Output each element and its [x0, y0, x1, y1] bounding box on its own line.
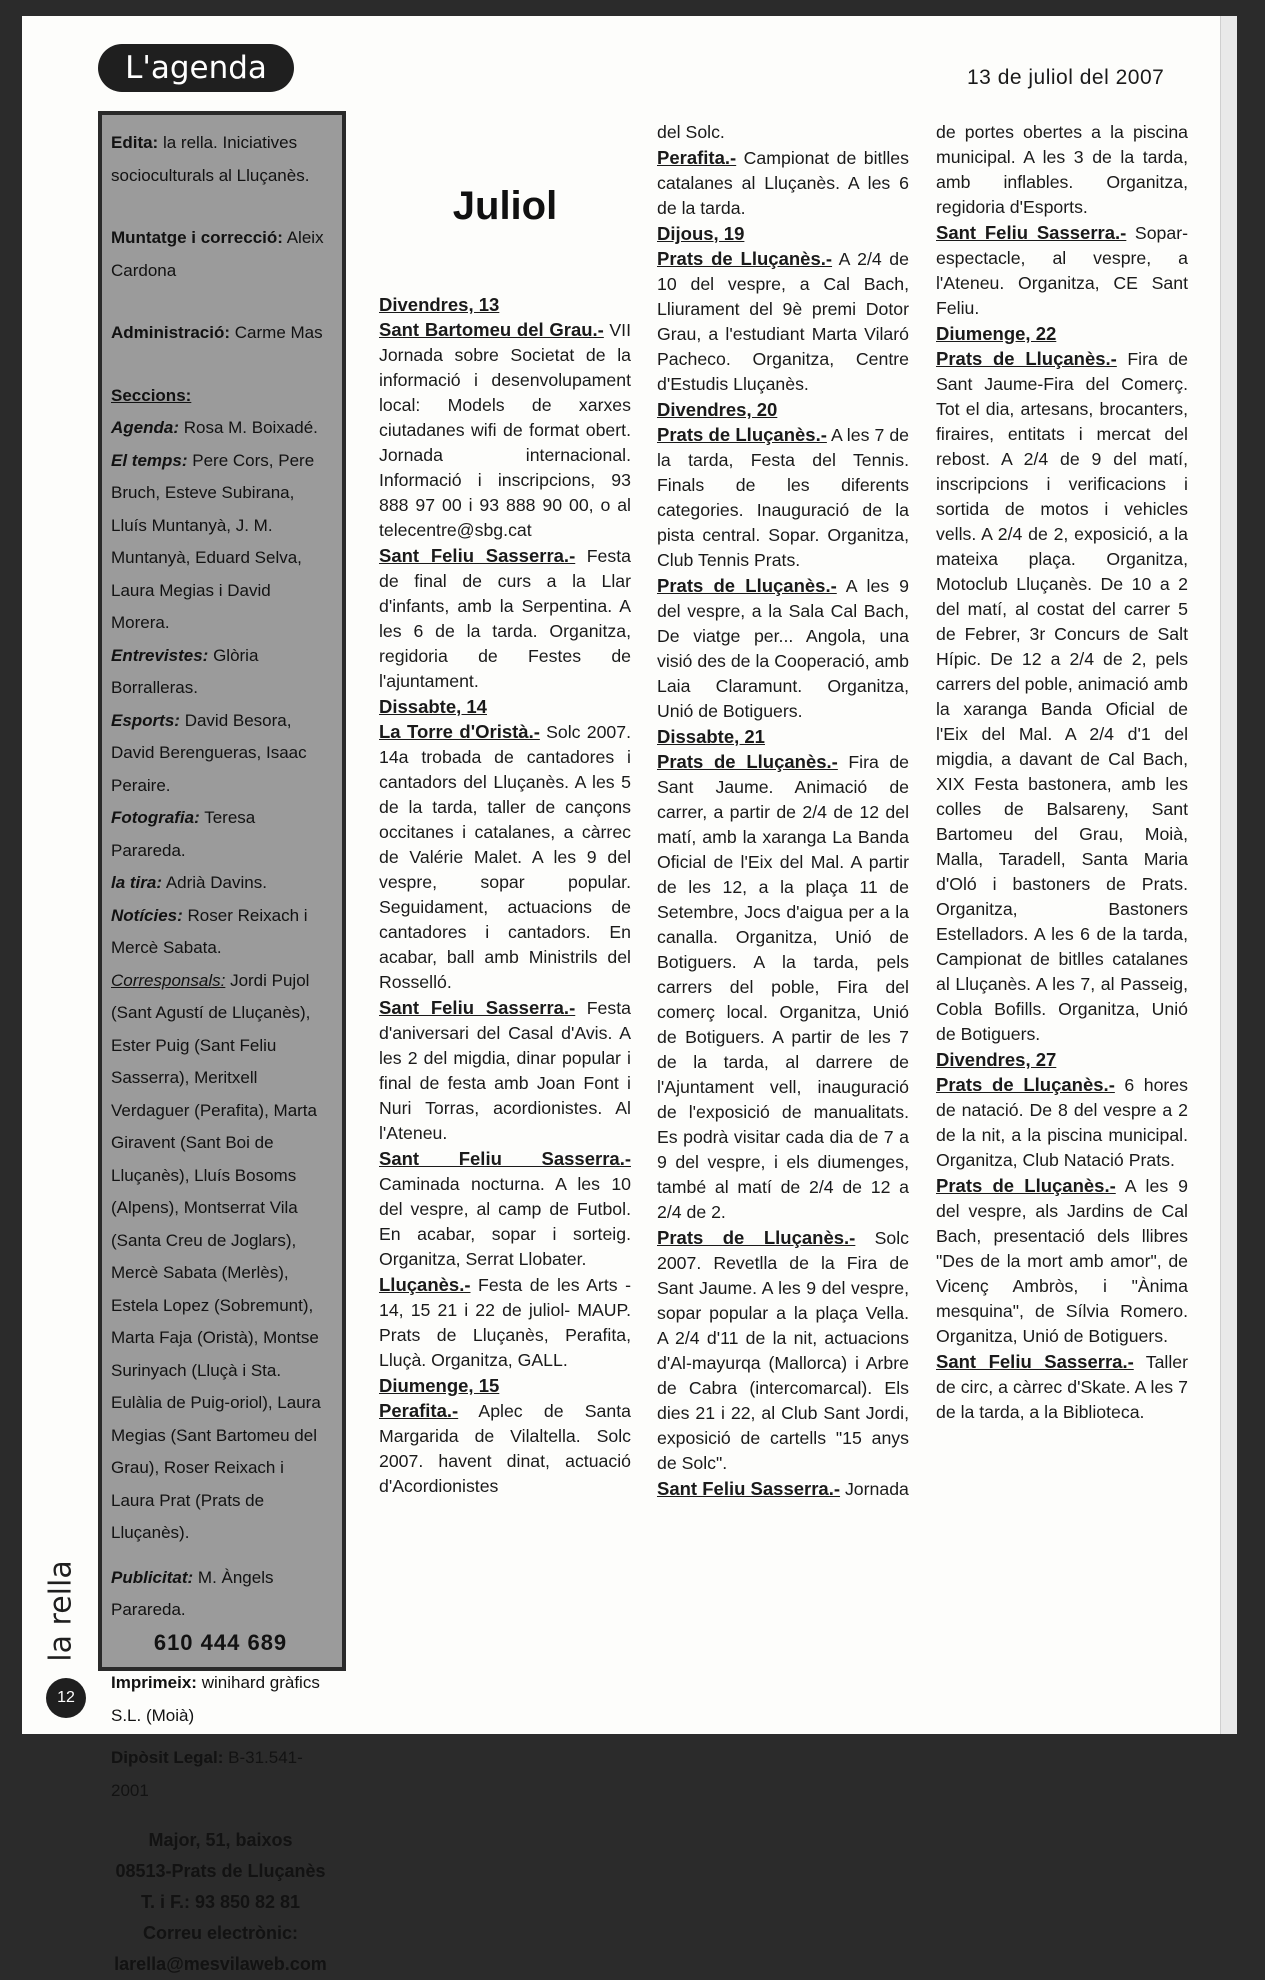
event-place: Lluçanès.-	[379, 1274, 471, 1295]
agenda-column-2	[657, 120, 909, 1502]
section-title: L'agenda	[98, 44, 294, 92]
event-text: Fira de Sant Jaume. Animació de carrer, a partir de 2/4 de 12 del matí, amb la xaranga La Banda Oficial de l'Eix del Mal. A partir de les 12, a la plaça 11 de Setembre, Jocs d'aigua per a la canalla. Organitza, Unió de Botiguers. A la tarda, pels carrers del poble, Fira del comerç local. Organitza, Unió de Botiguers. A partir de les 7 de la tarda, al darrere de l'Ajuntament vell, inauguració de l'exposició de manualitats. Es podrà visitar cada dia de 7 a 9 del vespre, i els diumenges, també al matí de 2/4 de 12 a 2/4 de 2.	[657, 752, 909, 1222]
event-place: La Torre d'Oristà.-	[379, 721, 540, 742]
credit-value: Glòria Borralleras.	[111, 645, 259, 697]
credit-entrevistes	[111, 640, 330, 705]
event-place: Sant Feliu Sasserra.-	[936, 1351, 1134, 1372]
credit-esports	[111, 705, 330, 803]
event-item	[936, 1349, 1188, 1425]
event-item	[379, 995, 631, 1146]
agenda-column-1	[379, 176, 631, 1499]
event-text: Taller de circ, a càrrec d'Skate. A les 7 de la tarda, a la Biblioteca.	[936, 1352, 1188, 1422]
credits-box	[98, 111, 346, 1974]
event-place: Sant Bartomeu del Grau.-	[379, 319, 604, 340]
credit-diposit	[111, 1742, 330, 1807]
day-heading: Divendres, 13	[379, 294, 500, 315]
day-heading: Divendres, 27	[936, 1049, 1057, 1070]
event-text: A 2/4 de 10 del vespre, a Cal Bach, Lliurament del 9è premi Dotor Grau, a l'estudiant Marta Vilaró Pacheco. Organitza, Centre d'Estudis Lluçanès.	[657, 249, 909, 394]
event-item	[379, 543, 631, 694]
event-text: 6 hores de natació. De 8 del vespre a 2 de la nit, a la piscina municipal. Organitza, Club Natació Prats.	[936, 1075, 1188, 1170]
event-place: Prats de Lluçanès.-	[657, 575, 837, 596]
credit-label: Dipòsit Legal:	[111, 1748, 224, 1767]
event-text: Sopar-espectacle, al vespre, a l'Ateneu. Organitza, CE Sant Feliu.	[936, 223, 1188, 318]
event-item	[657, 246, 909, 397]
address-line: T. i F.: 93 850 82 81	[140, 1892, 301, 1912]
credit-fotografia	[111, 802, 330, 867]
credit-value: Aleix Cardona	[111, 228, 324, 280]
event-place: Sant Feliu Sasserra.-	[379, 997, 576, 1018]
day-heading: Diumenge, 15	[379, 1375, 500, 1396]
address-line: Correu electrònic:	[142, 1923, 299, 1943]
event-text: Aplec de Santa Margarida de Vilaltella. Solc 2007. havent dinat, actuació d'Acordionistes	[379, 1401, 631, 1496]
credit-value: Jordi Pujol (Sant Agustí de Lluçanès), Ester Puig (Sant Feliu Sasserra), Meritxell Verdaguer (Perafita), Marta Giravent (Sant Boi de Lluçanès), Lluís Bosoms (Alpens), Montserrat Vila (Santa Creu de Joglars), Mercè Sabata (Merlès), Estela Lopez (Sobremunt), Marta Faja (Oristà), Montse Surinyach (Lluçà i Sta. Eulàlia de Puig-oriol), Laura Megias (Sant Bartomeu del Grau), Roser Reixach i Laura Prat (Prats de Lluçanès).	[111, 970, 321, 1542]
logo-text: la rella	[43, 1560, 79, 1662]
event-place: Sant Feliu Sasserra.-	[936, 222, 1127, 243]
credit-value: M. Àngels Parareda.	[111, 1567, 274, 1619]
event-text: Festa de les Arts - 14, 15 21 i 22 de juliol- MAUP. Prats de Lluçanès, Perafita, Lluçà. Organitza, GALL.	[379, 1275, 631, 1370]
day-heading: Dissabte, 21	[657, 726, 765, 747]
page-number: 12	[46, 1678, 86, 1718]
event-text: Fira de Sant Jaume-Fira del Comerç. Tot el dia, artesans, brocanters, firaires, entitats i mercat del rebost. A 2/4 de 9 del matí, inscripcions i verificacions i sortida de motos i vehicles vells. A 2/4 de 2, exposició, a la mateixa plaça. Organitza, Motoclub Lluçanès. De 10 a 2 del matí, al costat del carrer 5 de Febrer, 3r Concurs de Salt Hípic. De 12 a 2/4 de 2, pels carrers del poble, animació amb la xaranga Banda Oficial de l'Eix del Mal. A 2/4 d'1 del migdia, a davant de Cal Bach, XIX Festa bastonera, amb les colles de Balsareny, Sant Bartomeu del Grau, Moià, Malla, Taradell, Santa Maria d'Oló i bastoners de Prats. Organitza, Bastoners Estelladors. A les 6 de la tarda, Campionat de bitlles catalanes al Lluçanès. A les 7, al Passeig, Cobla Bofills. Organitza, Unió de Botiguers.	[936, 349, 1188, 1044]
event-item	[657, 145, 909, 221]
day-heading: Diumenge, 22	[936, 323, 1057, 344]
credit-label: El temps:	[111, 450, 188, 470]
credit-value: la rella. Iniciatives socioculturals al Lluçanès.	[111, 133, 310, 185]
credit-value: winihard gràfics S.L. (Moià)	[111, 1673, 320, 1725]
event-continuation: del Solc.	[657, 122, 725, 142]
address-line: Major, 51, baixos	[148, 1830, 293, 1850]
address-line: 08513-Prats de Lluçanès	[115, 1861, 326, 1881]
event-place: Prats de Lluçanès.-	[657, 248, 833, 269]
credit-noticies	[111, 900, 330, 965]
event-place: Prats de Lluçanès.-	[936, 1175, 1116, 1196]
credit-label: Agenda:	[111, 418, 179, 437]
credit-label: Muntatge i correcció:	[111, 228, 283, 247]
event-item	[379, 1146, 631, 1272]
credit-value: Carme Mas	[234, 323, 323, 342]
event-continuation: de portes obertes a la piscina municipal. A les 3 de la tarda, amb inflables. Organitza, regidoria d'Esports.	[936, 122, 1188, 217]
credit-label: Corresponsals:	[111, 970, 226, 990]
credit-publicitat	[111, 1562, 330, 1627]
event-item	[936, 1173, 1188, 1349]
magazine-logo	[36, 1556, 86, 1666]
day-heading: Divendres, 20	[657, 399, 778, 420]
credit-temps	[111, 445, 330, 640]
credit-seccions-heading: Seccions:	[111, 385, 192, 405]
credit-value: Roser Reixach i Mercè Sabata.	[111, 905, 308, 957]
event-text: Solc 2007. 14a trobada de cantadores i cantadors del Lluçanès. A les 5 de la tarda, taller de cançons occitanes i catalanes, a càrrec de Valérie Malet. A les 9 del vespre, sopar popular. Seguidament, actuacions de cantadores i cantadors. En acabar, ball amb Ministrils del Rosselló.	[379, 722, 631, 992]
event-item	[657, 1476, 909, 1502]
event-text: Campionat de bitlles catalanes al Lluçanès. A les 6 de la tarda.	[657, 148, 909, 218]
address-email: larella@mesvilaweb.com	[114, 1954, 327, 1974]
event-text: A les 7 de la tarda, Festa del Tennis. Finals de les diferents categories. Inauguració de la pista central. Sopar. Organitza, Club Tennis Prats.	[657, 425, 909, 570]
credit-value: David Besora, David Berengueras, Isaac Peraire.	[111, 710, 307, 795]
event-text: A les 9 del vespre, a la Sala Cal Bach, De viatge per... Angola, una visió des de la Cooperació, amb Laia Claramunt. Organitza, Unió de Botiguers.	[657, 576, 909, 721]
event-place: Prats de Lluçanès.-	[657, 424, 827, 445]
event-item	[657, 1225, 909, 1476]
event-place: Sant Feliu Sasserra.-	[379, 1148, 631, 1169]
event-item	[379, 1398, 631, 1499]
credit-label: Publicitat:	[111, 1567, 194, 1587]
magazine-page	[22, 16, 1237, 1974]
credit-value: Rosa M. Boixadé.	[183, 418, 318, 437]
event-place: Prats de Lluçanès.-	[936, 348, 1117, 369]
event-text: Festa d'aniversari del Casal d'Avis. A les 2 del migdia, dinar popular i final de festa amb Joan Font i Nuri Torras, acordionistes. Al l'Ateneu.	[379, 998, 631, 1143]
event-text: Caminada nocturna. A les 10 del vespre, al camp de Futbol. En acabar, sopar i sorteig. Organitza, Serrat Llobater.	[379, 1174, 631, 1269]
credit-label: Entrevistes:	[111, 645, 209, 665]
credit-value: Teresa Parareda.	[111, 808, 256, 860]
event-text: Festa de final de curs a la Llar d'infants, amb la Serpentina. A les 6 de la tarda. Organitza, regidoria de Festes de l'ajuntament.	[379, 546, 631, 691]
credit-value: Pere Cors, Pere Bruch, Esteve Subirana, Lluís Muntanyà, J. M. Muntanyà, Eduard Selva, Laura Megias i David Morera.	[111, 450, 315, 632]
event-text: VII Jornada sobre Societat de la informació i desenvolupament local: Models de xarxes ciutadanes wifi de format obert. Jornada internacional. Informació i inscripcions, 93 888 97 00 i 93 888 90 00, o al telecentre@sbg.cat	[379, 320, 631, 540]
issue-date: 13 de juliol del 2007	[967, 66, 1165, 89]
event-item	[379, 1272, 631, 1373]
event-item	[379, 317, 631, 543]
credit-label: Administració:	[111, 323, 231, 342]
credit-edita	[111, 127, 330, 192]
event-item	[657, 422, 909, 573]
agenda-column-3	[936, 120, 1188, 1425]
month-title: Juliol	[452, 184, 558, 228]
event-item	[657, 749, 909, 1225]
event-place: Perafita.-	[657, 147, 737, 168]
credit-label: Fotografia:	[111, 808, 200, 827]
event-text: Jornada	[840, 1479, 909, 1499]
credit-administracio	[111, 317, 330, 350]
credit-label: Esports:	[111, 710, 180, 730]
credit-label: Edita:	[111, 133, 159, 152]
credit-label: Notícies:	[111, 905, 183, 925]
event-text: Solc 2007. Revetlla de la Fira de Sant Jaume. A les 9 del vespre, sopar popular a la plaça Vella. A 2/4 d'11 de la nit, actuacions d'Al-mayurqa (Mallorca) i Arbre de Cabra (intercomarcal). Els dies 21 i 22, al Club Sant Jordi, exposició de cartells "15 anys de Solc".	[657, 1228, 909, 1473]
ad-phone: 610 444 689	[153, 1629, 288, 1655]
event-place: Perafita.-	[379, 1400, 459, 1421]
credit-label: la tira:	[111, 873, 163, 892]
event-place: Prats de Lluçanès.-	[657, 751, 838, 772]
day-heading: Dijous, 19	[657, 223, 745, 244]
event-item	[936, 346, 1188, 1047]
credit-corresponsals	[111, 965, 330, 1550]
credit-value: Adrià Davins.	[165, 873, 267, 892]
event-place: Sant Feliu Sasserra.-	[379, 545, 576, 566]
credit-agenda	[111, 412, 330, 445]
credit-imprimeix	[111, 1667, 330, 1732]
event-place: Prats de Lluçanès.-	[936, 1074, 1115, 1095]
event-place: Prats de Lluçanès.-	[657, 1227, 856, 1248]
credit-muntatge	[111, 222, 330, 287]
event-item	[936, 1072, 1188, 1173]
credit-label: Imprimeix:	[111, 1673, 197, 1692]
event-item	[379, 719, 631, 995]
credit-tira	[111, 867, 330, 900]
event-place: Sant Feliu Sasserra.-	[657, 1478, 841, 1499]
day-heading: Dissabte, 14	[379, 696, 487, 717]
event-item	[657, 573, 909, 724]
credit-value: B-31.541-2001	[111, 1748, 303, 1800]
event-item	[936, 220, 1188, 321]
page-edge	[1220, 16, 1237, 1734]
event-text: A les 9 del vespre, als Jardins de Cal Bach, presentació dels llibres "Des de la mort amb amor", de Vicenç Ambròs, i "Ànima mesquina", de Sílvia Romero. Organitza, Unió de Botiguers.	[936, 1176, 1188, 1346]
